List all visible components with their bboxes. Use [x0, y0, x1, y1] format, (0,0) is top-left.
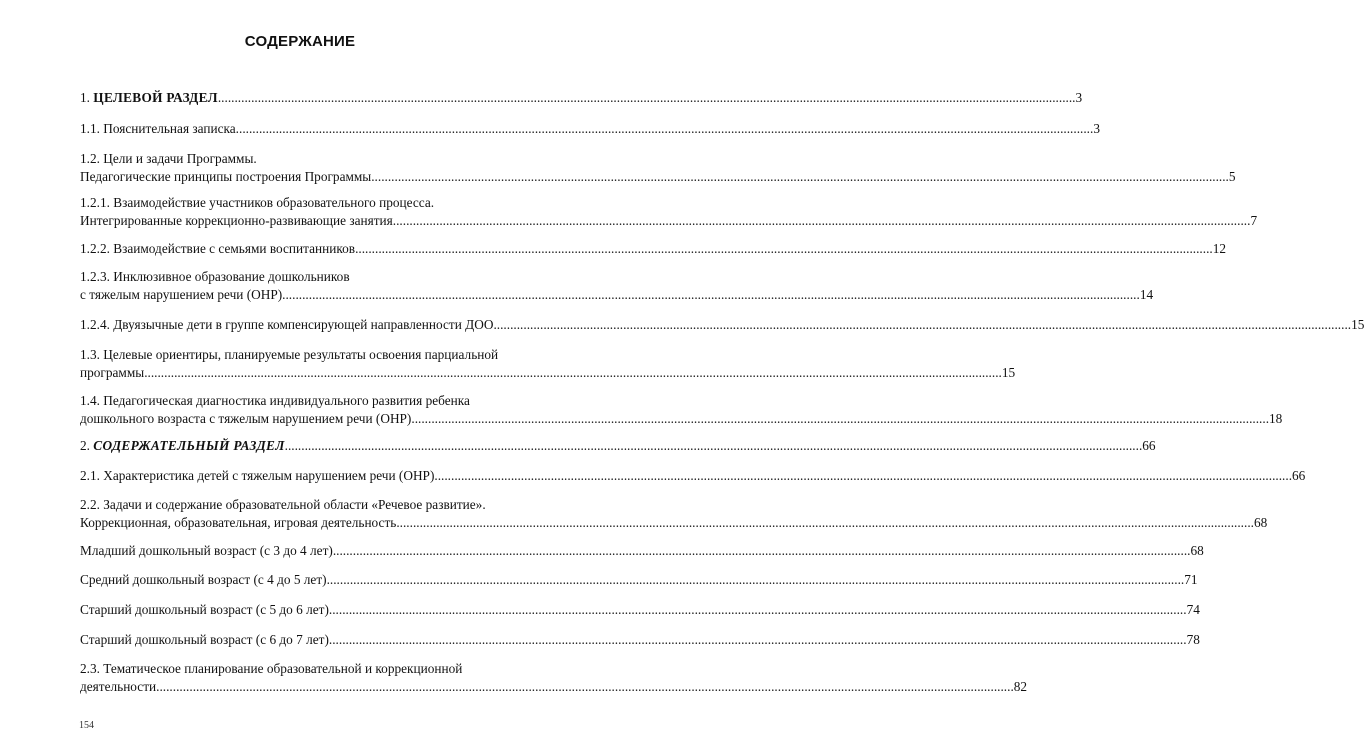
toc-page-number: 18 — [1269, 411, 1283, 426]
dot-leader — [411, 410, 1269, 428]
toc-line — [80, 212, 1258, 230]
toc-page-number: 14 — [1139, 287, 1154, 302]
dot-leader — [329, 601, 1187, 619]
toc-entry[interactable] — [80, 150, 1236, 186]
toc-page-number: 15 — [1351, 317, 1364, 332]
dot-leader — [434, 467, 1292, 485]
toc-entry-text: Коррекционная, образовательная, игровая деятельность — [80, 515, 397, 530]
toc-line — [80, 514, 1268, 532]
toc-entry[interactable] — [80, 467, 1306, 485]
section-number: 2. — [80, 438, 94, 453]
dot-leader — [156, 678, 1014, 696]
toc-page-number: 5 — [1228, 169, 1236, 184]
toc-entry[interactable] — [80, 571, 1198, 589]
toc-entry-text: Старший дошкольный возраст (с 5 до 6 лет) — [80, 602, 329, 617]
toc-line — [80, 437, 1156, 455]
toc-entry-text: 1.1. Пояснительная записка — [80, 121, 236, 136]
dot-leader — [333, 542, 1191, 560]
toc-line — [80, 286, 1154, 304]
toc-line — [80, 316, 1364, 334]
toc-line — [80, 150, 528, 168]
toc-entry[interactable] — [80, 120, 1100, 138]
toc-entry-text: программы — [80, 365, 145, 380]
toc-page-number: 78 — [1186, 632, 1200, 647]
dot-leader — [218, 89, 1076, 107]
toc-entry[interactable] — [80, 194, 1258, 230]
dot-leader — [282, 286, 1140, 304]
toc-entry-text: Педагогические принципы построения Программы — [80, 169, 372, 184]
toc-entry-section-2[interactable] — [80, 437, 1156, 455]
section-title: ЦЕЛЕВОЙ РАЗДЕЛ — [93, 90, 218, 105]
toc-entry[interactable] — [80, 660, 1028, 696]
toc-page-number: 15 — [1001, 365, 1016, 380]
toc-line — [80, 496, 528, 514]
toc-line — [80, 240, 1227, 258]
toc-line — [80, 194, 528, 212]
toc-line — [80, 346, 528, 364]
toc-page-number: 74 — [1186, 602, 1200, 617]
toc-entry-text: Интегрированные коррекционно-развивающие занятия — [80, 213, 393, 228]
toc-entry-text: деятельности — [80, 679, 157, 694]
toc-entry[interactable] — [80, 268, 1154, 304]
toc-entry[interactable] — [80, 496, 1268, 532]
toc-page-number: 3 — [1075, 90, 1083, 105]
dot-leader — [144, 364, 1002, 382]
toc-line — [80, 120, 1100, 138]
dot-leader — [393, 212, 1251, 230]
toc-page-number: 82 — [1013, 679, 1028, 694]
toc-entry-text: Старший дошкольный возраст (с 6 до 7 лет) — [80, 632, 329, 647]
dot-leader — [285, 437, 1143, 455]
toc-entry-text — [80, 89, 218, 107]
toc-line — [80, 601, 1200, 619]
dot-leader — [493, 316, 1351, 334]
toc-entry-text: 1.3. Целевые ориентиры, планируемые результаты освоения парциальной — [80, 347, 499, 362]
toc-page-number: 12 — [1212, 241, 1227, 256]
dot-leader — [371, 168, 1229, 186]
toc-page-number: 68 — [1253, 515, 1268, 530]
toc-entry[interactable] — [80, 601, 1200, 619]
toc-page-number: 3 — [1093, 121, 1100, 136]
toc-line — [80, 410, 1283, 428]
toc-entry-text: 1.2.1. Взаимодействие участников образовательного процесса. — [80, 195, 435, 210]
toc-entry-text: 1.2.2. Взаимодействие с семьями воспитанников — [80, 241, 356, 256]
dot-leader — [236, 120, 1094, 138]
toc-entry-section-1[interactable] — [80, 89, 1083, 107]
toc-page-number: 7 — [1250, 213, 1258, 228]
toc-entry-text: 2.2. Задачи и содержание образовательной области «Речевое развитие». — [80, 497, 486, 512]
toc-line — [80, 631, 1200, 649]
page-number: 154 — [79, 720, 94, 731]
toc-entry-text: 1.2. Цели и задачи Программы. — [80, 151, 257, 166]
toc-line — [80, 364, 1016, 382]
toc-entry-text: 2.3. Тематическое планирование образовательной и коррекционной — [80, 661, 463, 676]
toc-page-number: 66 — [1292, 468, 1306, 483]
toc-entry-text: 1.2.4. Двуязычные дети в группе компенсирующей направленности ДОО — [80, 317, 494, 332]
dot-leader — [355, 240, 1213, 258]
toc-page-number: 66 — [1142, 438, 1156, 453]
toc-entry-text — [80, 437, 285, 455]
toc-line — [80, 467, 1306, 485]
toc-entry[interactable] — [80, 631, 1200, 649]
toc-page-number: 71 — [1184, 572, 1198, 587]
toc-line — [80, 542, 1204, 560]
dot-leader — [329, 631, 1187, 649]
page-title: СОДЕРЖАНИЕ — [244, 33, 356, 50]
toc-entry[interactable] — [80, 542, 1204, 560]
section-title: СОДЕРЖАТЕЛЬНЫЙ РАЗДЕЛ — [93, 438, 285, 453]
toc-entry[interactable] — [80, 392, 1283, 428]
toc-line — [80, 392, 528, 410]
toc-line — [80, 660, 528, 678]
toc-line — [80, 168, 1236, 186]
toc-entry-text: 1.2.3. Инклюзивное образование дошкольников — [80, 269, 350, 284]
toc-entry[interactable] — [80, 240, 1227, 258]
toc-line — [80, 89, 1083, 107]
toc-entry-text: Младший дошкольный возраст (с 3 до 4 лет) — [80, 543, 333, 558]
toc-page-number: 68 — [1190, 543, 1204, 558]
section-number: 1. — [80, 90, 94, 105]
toc-entry-text: с тяжелым нарушением речи (ОНР) — [80, 287, 283, 302]
dot-leader — [396, 514, 1254, 532]
toc-entry-text: Средний дошкольный возраст (с 4 до 5 лет) — [80, 572, 327, 587]
toc-line — [80, 571, 1198, 589]
toc-entry[interactable] — [80, 346, 1016, 382]
toc-entry-text: 2.1. Характеристика детей с тяжелым нарушением речи (ОНР) — [80, 468, 435, 483]
toc-line — [80, 678, 1028, 696]
toc-entry[interactable] — [80, 316, 1364, 334]
toc-entry-text: 1.4. Педагогическая диагностика индивидуального развития ребенка — [80, 393, 470, 408]
toc-line — [80, 268, 528, 286]
toc-entry-text: дошкольного возраста с тяжелым нарушением речи (ОНР) — [80, 411, 412, 426]
dot-leader — [327, 571, 1185, 589]
